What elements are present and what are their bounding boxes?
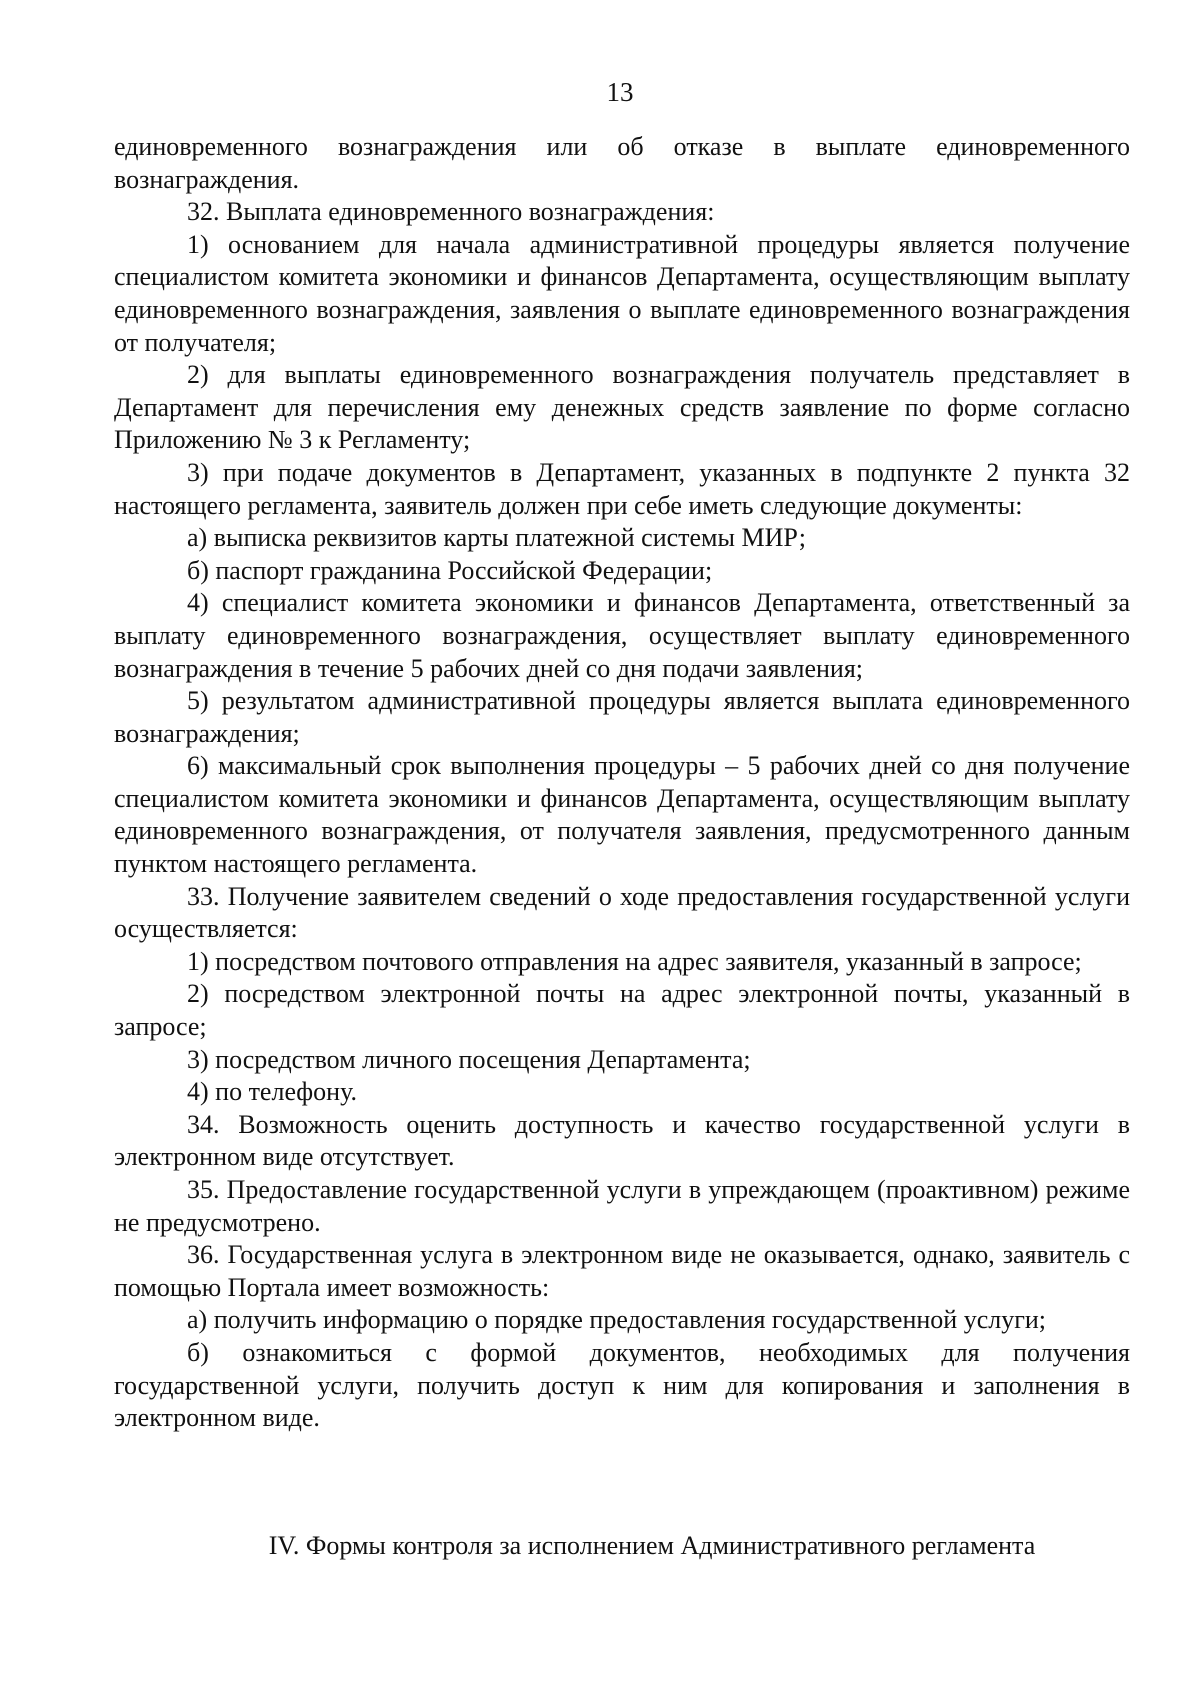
paragraph: 4) специалист комитета экономики и финансов Департамента, ответственный за выплату единовременного вознаграждения, осуществляет выплату единовременного вознаграждения в течение 5 рабочих дней со дня подачи заявления; <box>114 588 1130 683</box>
paragraph: 1) посредством почтового отправления на адрес заявителя, указанный в запросе; <box>187 946 1082 976</box>
paragraph: 36. Государственная услуга в электронном виде не оказывается, однако, заявитель с помощью Портала имеет возможность: <box>114 1240 1130 1302</box>
paragraph: 33. Получение заявителем сведений о ходе предоставления государственной услуги осуществляется: <box>114 881 1130 944</box>
paragraph: 34. Возможность оценить доступность и качество государственной услуги в электронном виде отсутствует. <box>114 1109 1130 1172</box>
paragraph: б) паспорт гражданина Российской Федерации; <box>187 555 713 585</box>
paragraph: 2) для выплаты единовременного вознаграждения получатель представляет в Департамент для перечисления ему денежных средств заявление по форме согласно Приложению № 3 к Регламенту; <box>114 360 1130 455</box>
paragraph: 32. Выплата единовременного вознаграждения: <box>187 197 715 227</box>
paragraph: 4) по телефону. <box>187 1077 357 1107</box>
section-heading: IV. Формы контроля за исполнением Административного регламента <box>268 1531 1036 1560</box>
page-number: 13 <box>606 77 634 107</box>
paragraph: 5) результатом административной процедуры является выплата единовременного вознаграждения; <box>114 686 1130 748</box>
paragraph: а) получить информацию о порядке предоставления государственной услуги; <box>187 1305 1047 1335</box>
paragraph: б) ознакомиться с формой документов, необходимых для получения государственной услуги, получить доступ к ним для копирования и заполнения в электронном виде. <box>114 1337 1130 1433</box>
paragraph: 3) посредством личного посещения Департамента; <box>187 1044 751 1074</box>
paragraph: 2) посредством электронной почты на адрес электронной почты, указанный в запросе; <box>114 979 1130 1042</box>
paragraph: 3) при подаче документов в Департамент, указанных в подпункте 2 пункта 32 настоящего регламента, заявитель должен при себе иметь следующие документы: <box>114 457 1130 520</box>
paragraph: 35. Предоставление государственной услуги в упреждающем (проактивном) режиме не предусмотрено. <box>114 1175 1130 1237</box>
paragraph: единовременного вознаграждения или об отказе в выплате единовременного вознаграждения. <box>114 132 1130 194</box>
paragraph: а) выписка реквизитов карты платежной системы МИР; <box>187 523 807 553</box>
paragraph: 6) максимальный срок выполнения процедуры – 5 рабочих дней со дня получение специалистом комитета экономики и финансов Департамента, осуществляющим выплату единовременного вознаграждения, от получателя заявления, предусмотренного данным пунктом настоящего регламента. <box>114 751 1130 879</box>
document-body <box>114 131 1130 1435</box>
paragraph: 1) основанием для начала административной процедуры является получение специалистом комитета экономики и финансов Департамента, осуществляющим выплату единовременного вознаграждения, заявления о выплате единовременного вознаграждения от получателя; <box>114 229 1130 357</box>
